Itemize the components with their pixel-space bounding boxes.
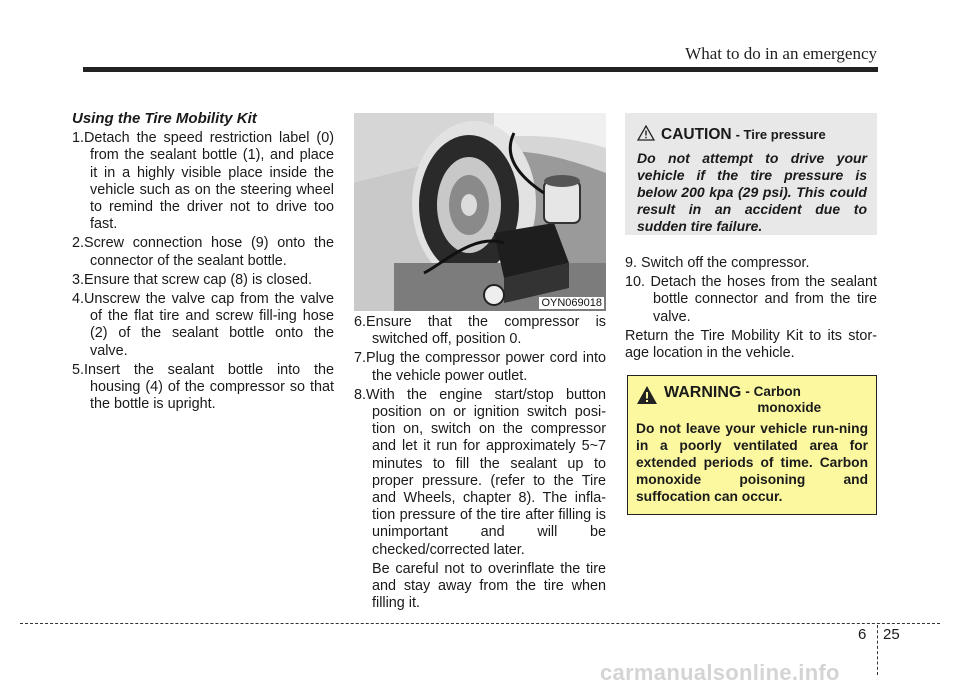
caution-header	[637, 123, 867, 144]
warning-body: Do not leave your vehicle run-ning in a poorly ventilated area for extended periods of time. Carbon monoxide poisoning and suffocation can occur.	[636, 421, 868, 504]
column-2	[354, 314, 606, 612]
chapter-number: 6	[858, 626, 867, 643]
step-10: 10. Detach the hoses from the sealant bottle connector and from the tire valve.	[625, 274, 877, 325]
caution-box	[625, 113, 877, 235]
step-8-note: Be careful not to overinflate the tire and stay away from the tire when filling it.	[372, 560, 606, 612]
step-4: 4.Unscrew the valve cap from the valve of the flat tire and screw fill-ing hose (2) of the sealant bottle onto the valve.	[72, 291, 334, 359]
tire-mobility-kit-photo	[354, 113, 606, 311]
step-7: 7.Plug the compressor power cord into the vehicle power outlet.	[354, 350, 606, 384]
return-kit-note: Return the Tire Mobility Kit to its stor-age location in the vehicle.	[625, 327, 877, 362]
page-number: 25	[883, 626, 900, 643]
watermark: carmanualsonline.info	[600, 660, 840, 685]
column-1	[72, 110, 334, 415]
warning-subtitle-1: - Carbon	[745, 384, 801, 399]
caution-body: Do not attempt to drive your vehicle if the tire pressure is below 200 kpa (29 psi). This could result in an accident due to sudden tire failure.	[637, 150, 867, 234]
warning-subtitle-2: monoxide	[757, 400, 822, 415]
step-9: 9. Switch off the compressor.	[625, 255, 810, 271]
header-rule	[83, 67, 878, 72]
step-5: 5.Insert the sealant bottle into the housing (4) of the compressor so that the bottle is upright.	[72, 361, 334, 413]
footer-rule	[20, 623, 940, 624]
tire-kit-illustration	[354, 113, 606, 311]
warning-title: WARNING	[664, 384, 742, 401]
step-1: 1.Detach the speed restriction label (0) from the sealant bottle (1), and place it in a highly visible place inside the vehicle such as on the steering wheel to remind the driver not to drive too fast.	[72, 130, 334, 233]
warning-triangle-icon	[636, 385, 658, 405]
warning-header	[636, 384, 868, 416]
step-6: 6.Ensure that the compressor is switched off, position 0.	[354, 314, 606, 348]
step-2: 2.Screw connection hose (9) onto the connector of the sealant bottle.	[72, 235, 334, 269]
column-3	[625, 255, 877, 362]
caution-title: CAUTION	[661, 126, 732, 143]
caution-subtitle: - Tire pressure	[735, 127, 826, 142]
step-8: 8.With the engine start/stop button position on or ignition switch posi-tion on, switch on the compressor and let it run for approximately 5~7 minutes to fill the sealant up to proper pressure. (refer to the Tire and Wheels, chapter 8). The infla-tion pressure of the tire after filling is unimportant and will be checked/corrected later.	[354, 386, 606, 558]
section-title: Using the Tire Mobility Kit	[72, 110, 257, 127]
figure-code: OYN069018	[541, 297, 602, 309]
page-header-title: What to do in an emergency	[685, 44, 877, 63]
warning-box	[627, 375, 877, 515]
step-3: 3.Ensure that screw cap (8) is closed.	[72, 271, 312, 288]
caution-triangle-icon	[637, 125, 655, 141]
footer-divider	[877, 625, 878, 675]
